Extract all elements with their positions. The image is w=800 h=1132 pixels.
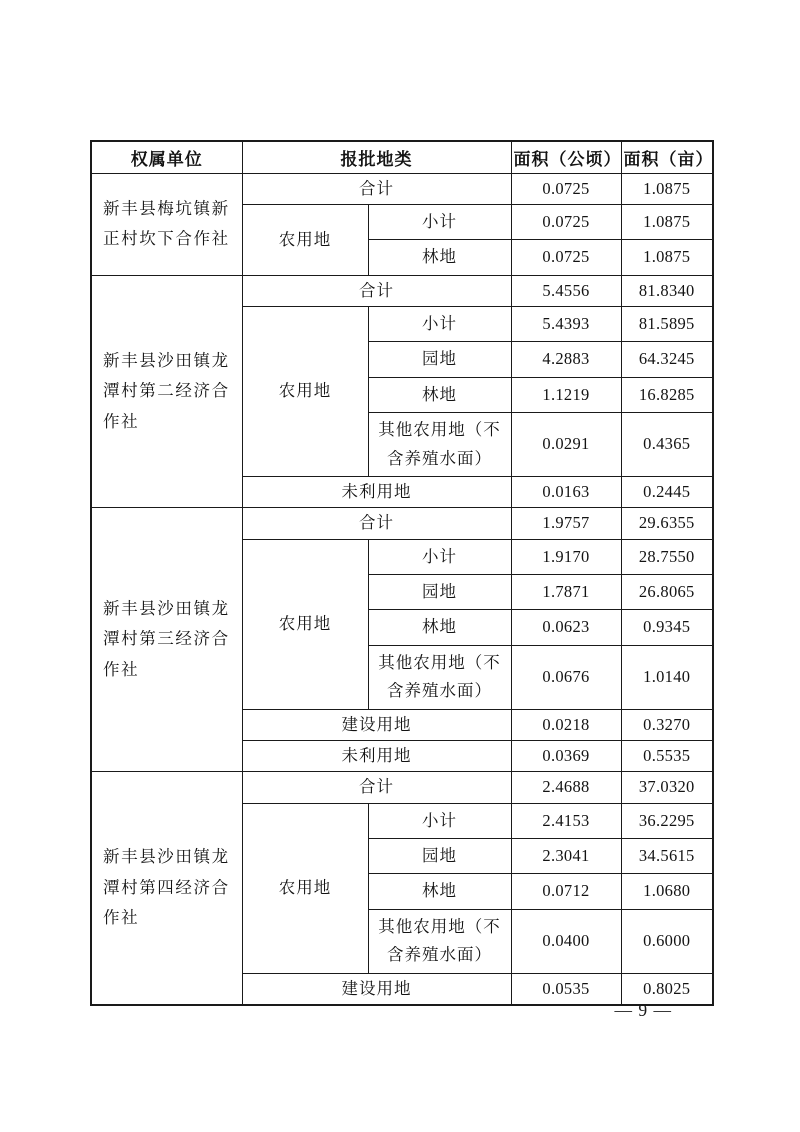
land-subtype-cell: 园地 xyxy=(368,839,511,874)
area-mu-cell: 1.0875 xyxy=(621,240,713,275)
area-ha-cell: 2.4688 xyxy=(511,772,621,803)
area-mu-cell: 64.3245 xyxy=(621,342,713,377)
area-mu-cell: 0.2445 xyxy=(621,476,713,507)
area-mu-cell: 29.6355 xyxy=(621,508,713,539)
land-subtype-cell: 林地 xyxy=(368,874,511,909)
area-ha-cell: 5.4393 xyxy=(511,307,621,342)
table-row xyxy=(91,772,713,803)
unit-cell: 新丰县梅坑镇新正村坎下合作社 xyxy=(91,173,242,275)
unit-cell: 新丰县沙田镇龙潭村第三经济合作社 xyxy=(91,508,242,772)
area-mu-cell: 28.7550 xyxy=(621,539,713,574)
area-mu-cell: 0.3270 xyxy=(621,709,713,740)
area-mu-cell: 1.0875 xyxy=(621,204,713,239)
unit-cell: 新丰县沙田镇龙潭村第二经济合作社 xyxy=(91,275,242,508)
area-ha-cell: 0.0623 xyxy=(511,610,621,645)
area-ha-cell: 0.0712 xyxy=(511,874,621,909)
area-mu-cell: 0.9345 xyxy=(621,610,713,645)
header-area-mu: 面积（亩） xyxy=(621,141,713,173)
area-mu-cell: 37.0320 xyxy=(621,772,713,803)
table-row xyxy=(91,173,713,204)
unit-cell: 新丰县沙田镇龙潭村第四经济合作社 xyxy=(91,772,242,1005)
area-mu-cell: 81.8340 xyxy=(621,275,713,306)
area-ha-cell: 1.7871 xyxy=(511,575,621,610)
area-ha-cell: 4.2883 xyxy=(511,342,621,377)
land-subtype-cell: 小计 xyxy=(368,204,511,239)
area-mu-cell: 1.0680 xyxy=(621,874,713,909)
area-ha-cell: 0.0218 xyxy=(511,709,621,740)
land-category-cell: 农用地 xyxy=(242,803,368,973)
area-ha-cell: 1.1219 xyxy=(511,377,621,412)
land-category-cell: 农用地 xyxy=(242,539,368,709)
land-type-cell: 合计 xyxy=(242,508,511,539)
land-type-cell: 合计 xyxy=(242,275,511,306)
header-land-type: 报批地类 xyxy=(242,141,511,173)
area-mu-cell: 36.2295 xyxy=(621,803,713,838)
page-number: — 9 — xyxy=(614,1000,672,1020)
area-mu-cell: 81.5895 xyxy=(621,307,713,342)
area-mu-cell: 26.8065 xyxy=(621,575,713,610)
area-ha-cell: 0.0400 xyxy=(511,909,621,973)
land-subtype-cell: 小计 xyxy=(368,803,511,838)
area-mu-cell: 1.0140 xyxy=(621,645,713,709)
area-ha-cell: 1.9757 xyxy=(511,508,621,539)
land-type-cell: 未利用地 xyxy=(242,740,511,771)
land-category-cell: 农用地 xyxy=(242,204,368,275)
area-mu-cell: 16.8285 xyxy=(621,377,713,412)
land-subtype-cell: 小计 xyxy=(368,539,511,574)
land-subtype-cell: 林地 xyxy=(368,377,511,412)
land-subtype-cell: 林地 xyxy=(368,610,511,645)
land-type-cell: 未利用地 xyxy=(242,476,511,507)
area-ha-cell: 2.3041 xyxy=(511,839,621,874)
land-type-cell: 建设用地 xyxy=(242,709,511,740)
area-ha-cell: 0.0535 xyxy=(511,973,621,1005)
table-header-row xyxy=(91,141,713,173)
land-subtype-cell: 园地 xyxy=(368,342,511,377)
area-ha-cell: 0.0291 xyxy=(511,413,621,477)
land-subtype-cell: 林地 xyxy=(368,240,511,275)
area-ha-cell: 1.9170 xyxy=(511,539,621,574)
area-ha-cell: 0.0725 xyxy=(511,240,621,275)
land-subtype-cell: 其他农用地（不含养殖水面） xyxy=(368,909,511,973)
land-subtype-cell: 其他农用地（不含养殖水面） xyxy=(368,413,511,477)
land-area-table xyxy=(90,140,714,1006)
land-subtype-cell: 小计 xyxy=(368,307,511,342)
area-ha-cell: 0.0725 xyxy=(511,173,621,204)
area-ha-cell: 5.4556 xyxy=(511,275,621,306)
table-row xyxy=(91,508,713,539)
area-mu-cell: 0.6000 xyxy=(621,909,713,973)
header-area-ha: 面积（公顷） xyxy=(511,141,621,173)
land-type-cell: 合计 xyxy=(242,772,511,803)
area-mu-cell: 34.5615 xyxy=(621,839,713,874)
area-ha-cell: 2.4153 xyxy=(511,803,621,838)
area-mu-cell: 0.4365 xyxy=(621,413,713,477)
area-ha-cell: 0.0676 xyxy=(511,645,621,709)
area-ha-cell: 0.0163 xyxy=(511,476,621,507)
area-ha-cell: 0.0369 xyxy=(511,740,621,771)
land-subtype-cell: 其他农用地（不含养殖水面） xyxy=(368,645,511,709)
area-mu-cell: 1.0875 xyxy=(621,173,713,204)
land-category-cell: 农用地 xyxy=(242,307,368,477)
table-row xyxy=(91,275,713,306)
header-unit: 权属单位 xyxy=(91,141,242,173)
land-type-cell: 建设用地 xyxy=(242,973,511,1005)
area-mu-cell: 0.5535 xyxy=(621,740,713,771)
area-ha-cell: 0.0725 xyxy=(511,204,621,239)
land-subtype-cell: 园地 xyxy=(368,575,511,610)
area-mu-cell: 0.8025 xyxy=(621,973,713,1005)
land-type-cell: 合计 xyxy=(242,173,511,204)
